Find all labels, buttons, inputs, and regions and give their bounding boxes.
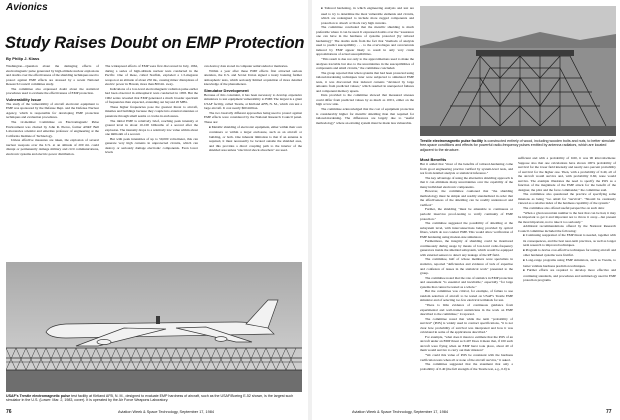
paragraph: The committee suggested that the statement that only a probability of 0.40 (the full strength of the Trestle test, e.g., 0.9) is: [420, 362, 513, 371]
page-number: 76: [6, 409, 12, 415]
paragraph: These higher frequencies pose the greatest threat to aircraft, missiles and buildings because they couple into external antennas or penetrate through small seams or cracks in enclosures.: [105, 104, 198, 119]
bullet-item: ■ Metallic shielding of electronic equipment, either within their own containers or within a larger enclosure, such as an aircraft or building, or both. One inherent limitation is that if an antenna is required, it must necessarily be located outside the shielded area, and this provides a direct coupling path to the interior of the shielded area unless "electrical shock absorbers" are used.: [209, 125, 302, 153]
paragraph: But it added that "most of the benefits of tailored-hardening come from good engineering practice verified by system-level tests, and not from detailed analysis or statistical inference.": [420, 162, 513, 176]
paragraph: The widespread effects of EMP were first discovered in July, 1962, during a series of high-altitude nuclear tests conducted in the Pacific. One of these, called Starfish, exploded a 1.5-megaton weapon at an altitude of about 250 mi., causing minor disruptions of electric power in Hawaii, more than 800 mi. away.: [105, 64, 198, 87]
photo-caption: [420, 139, 616, 152]
paragraph: The committee also expressed doubt about the statistical procedures used to evaluate the effectiveness of EMP protection.: [6, 86, 99, 96]
paragraph: The committee noted that the role of statistics in EMP protection and assessment "is essential and inevitable," especially "for large systems that cannot be tested as a whole.": [420, 275, 513, 289]
column-1: [6, 64, 99, 257]
paragraph: The committee concluded that the metallic shielding is much preferable where it can be used. It expressed doubts over the "assurance one can have in the hardness of systems protected [by tailored hardening]." The doubts stem from the fact that "methods of analysis used to predict susceptibility . . . to the overvoltages and overcurrents induced by EMP appear likely to result in only very crude approximations of actual susceptibilities.: [316, 25, 414, 57]
caption-text: test facility at Kirtland AFB, N. M., designed to evaluate EMP hardness of aircraft, such as the USAF/Boeing E-52 shown, is the largest such simulator in the U.S. (Lower: Mar. 2, 1983, cover). It is operated by the Air Force Weapons Laboratory.: [6, 394, 294, 403]
paragraph: But the committee was critical, for example, of failure to use random selection of aircraft to be tested on USAF's Trestle EMP simulator and of selecting too few electrical terminals for test.: [420, 289, 513, 303]
trestle-aircraft-photo: [6, 262, 302, 392]
paragraph: The initial EMP is relatively brief, reaching peak intensity at ground level in about 10-100 billionths of a second after the explosion. The intensity drops to a relatively low value within about one millionth of a second.: [105, 118, 198, 137]
caption-text: is constructed entirely of wood, including wooden bolts and nuts, to better simulate free-space conditions and effects for powerful radio-frequency pulses emitted by antenna radiators, which are located adjacent to the structure.: [420, 139, 615, 152]
paragraph: "We could this value of POS be consistent with the hardness verification tests when all or none of the aircraft survive," it asked.: [420, 352, 513, 362]
page-number: 77: [606, 409, 612, 415]
column-3: [518, 156, 616, 404]
paragraph: The committee, half of whose members were specialists in statistics, reported "deficiencies and evidence of lack of expertise and confusion of issues in the statistical work" presented to the group.: [420, 257, 513, 276]
paragraph: Washington—Question about the damaging effects of electromagnetic pulse generated by high-altitude nuclear explosions and doubts over the effectiveness of the shielding techniques used to protect against EMP effects are stressed by a recent National Research Council committee study.: [6, 64, 99, 87]
page-footer: Aviation Week & Space Technology, September 17, 1984: [352, 410, 448, 414]
section-label: Avionics: [6, 2, 48, 13]
paragraph: The two basically different approaches being used to protect against EMP effects were considered by the National Research Council panel. These are:: [204, 110, 302, 125]
paragraph: Indications of a low-level electromagnetic radiation pulse earlier had been observed in atmospheric tests conducted in 1958. But the 1962 series revealed that EMP generated a much broader spectrum of frequencies than expected, extending out beyond 20 MHz.: [105, 86, 198, 105]
bullet-item: ■ Tailored hardening, in which engineering analysis and test are used to try to determine the most vulnerable elements and circuits, which are redesigned to include more rugged components and protection to absorb or block very high currents.: [321, 6, 414, 25]
photo-caption: [6, 394, 302, 403]
paragraph: However, the committee cautioned that "the shielding methodology must be simple and readily standardized in order that the effectiveness of the shielding can be readily understood and verified.": [420, 189, 513, 207]
caption-lead: USAF's Trestle electromagnetic pulse: [6, 394, 71, 398]
paragraph: The 12-member Committee on Electromagnetic Pulse Environment was chaired by John R. Pierce, former AT&T Bell Laboratories scientist and emeritus professor of engineering at the California Institute of Technology.: [6, 120, 99, 138]
page-footer: Aviation Week & Space Technology, September 17, 1984: [118, 410, 214, 414]
subheading: Most Benefits: [420, 157, 447, 162]
column-1: [316, 6, 414, 404]
paragraph: The key advantage of using the alternative shielding approach is that it can eliminate many uncertainties over the capability of the many individual electronic components.: [420, 175, 513, 189]
bullet-item: ■ Further efforts are required to develop more effective and continuing standards, and procedures and terminology used in EMP protection programs.: [523, 268, 616, 283]
bullet-item: ■ Long-range programs using EMP simulators, such as Trestle, to better validate hardness prediction techniques.: [523, 258, 616, 268]
paragraph: sufficient and with a probability of 0.60, it was 90 kilovolts/meter. Suppose also that one calculations have shown 100% probability of survival for the lower field intensity and nearly zero percent probability of survival for the higher one. Then, with a probability of 0.40, all of the aircraft would survive and, with probability 0.60, none would survive. The example illustrates the need to specify the POS as a function of the magnitude of the EMP attack for the benefit of the designer, the pilot and the force commander," the committee said.: [518, 156, 616, 192]
paragraph: But with peak intensities of up to 50,000 volts/meter, this can generate very high currents in unprotected circuits, which can destroy or seriously damage electronic components. Even lower levels: [105, 136, 198, 155]
subheading: Simulator Development: [204, 87, 249, 93]
paragraph: The committee acknowledged that the cost of equipment protection is considerably higher for metallic shielding than that required for tailored-hardening. The differences are largely due to "useful methodology" where an existing system must be made less vulnerable.: [316, 107, 414, 125]
bullet-item: ■ Continuing reappraisal of the EMP threat is needed, together with its consequences, and the best near-term practices, as well as longer term research to improved techniques.: [523, 233, 616, 248]
byline: By Philip J. Klass: [6, 56, 40, 61]
paragraph: Unless effective measures are taken, the explosion of several nuclear weapons over the U.S. at an altitude of 200 mi. could disrupt or permanently damage military and civil communications, electronic systems and electric-power distribution.: [6, 138, 99, 156]
paragraph: The group reported that when systems that had been protected using tailored-hardening techniques later were subjected to simulated EMP tests, it was discovered that induced currents "deviated by large amounts from predicted values," which resulted in unexpected failures and component memory upsets.: [316, 70, 414, 93]
paragraph: Data provided to the committee showed that measured stresses could differ from predicted values by as much as 100:1, either on the high or low side.: [316, 93, 414, 107]
paragraph: The committee suggested the possibility of shielding at the subsystem level, with interconnections being provided by optical fibers, which do not conduct EMP. This would allow verification of EMP hardening using modest-size simulators.: [420, 221, 513, 239]
bullet-item: ■ Program to devise cost-effective techniques for testing aircraft and other hardened systems were fruitful.: [523, 248, 616, 258]
column-3: [204, 64, 302, 257]
paragraph: Within a year after these EMP effects first attracted serious attention, the U.S. and Soviet Union signed a treaty banning further atmospheric tests, which seriously limited acquisition of more detailed knowledge of the phenomenon.: [204, 68, 302, 87]
paragraph: Further, the shielding "must be amenable to continuous or periodic inservice proof-testing to verify continuity of EMP protection.": [420, 207, 513, 221]
paragraph: "This result is due not only to the approximations used to make the analyses tractable but also to the uncertainties in the susceptibilities of components and small circuits," the committee concluded.: [316, 57, 414, 71]
column-2: [105, 64, 198, 257]
paragraph: "When a given uncertain number is the best that can be had, it may be important to get it and important not to throw it away—but present the most important, not to take it too seriously.": [518, 210, 616, 224]
trestle-facility-photo: [420, 6, 616, 136]
paragraph: "There is little evidence of continuous guidance from experimental and well-trained statisticians in the work on EMP described to the committee," it reported.: [420, 302, 513, 317]
paragraph: For example, "what does it mean to estimate that the POS of an aircraft under an EMP threat as 0.40? Does it mean that, if 100 such aircraft were flying when an EMP burst took place, about 40 of them would survive to carry out their mission?: [420, 334, 513, 353]
right-page: [312, 0, 620, 420]
paragraph: can destroy data stored in computer semiconductor memories.: [204, 64, 289, 68]
paragraph: The committee noted that while the term "probability of survival" (POS) is widely used in contract specifications, "it is not clear how probability of survival was interpreted and how it was calculated in some of the applications described.": [420, 316, 513, 335]
paragraph: Because of this constraint, it has been necessary to develop expensive simulators to test equipment vulnerability to EMP. The largest is a giant USAF facility, called Trestle, at Kirtland AFB, N. M., which can test a large aircraft. It cost nearly $60 million.: [204, 92, 302, 111]
subheading: Vulnerability Issue: [6, 96, 42, 102]
article-headline: Study Raises Doubt on EMP Protection: [5, 34, 305, 52]
paragraph: Furthermore, the integrity of shielding could be monitored continuously during usage by means of low-level radio-frequency generators inside the shielded subsystem, which would be equipped with external sensors to detect any leakage of the RF field.: [420, 239, 513, 257]
paragraph: The committee also questioned the practice of specifying some missions as being "too small for "survival". "Should be cautiously viewed as a relative index of the hardness capability of the system.": [518, 192, 616, 206]
paragraph: The study of the vulnerability of aircraft electronic equipment to EMP was sponsored by the Defense Dept. and the Defense Nuclear Agency, which is responsible for developing EMP protection techniques and evaluation procedures.: [6, 101, 99, 120]
caption-lead: Trestle electromagnetic pulse facility: [420, 139, 483, 143]
paragraph: Additional recommendations offered by the National Research Council committee included the following:: [518, 224, 616, 233]
paragraph: The committee also offered useful perspective on such data:: [523, 206, 605, 211]
left-page: [0, 0, 308, 420]
column-2: [420, 156, 513, 404]
